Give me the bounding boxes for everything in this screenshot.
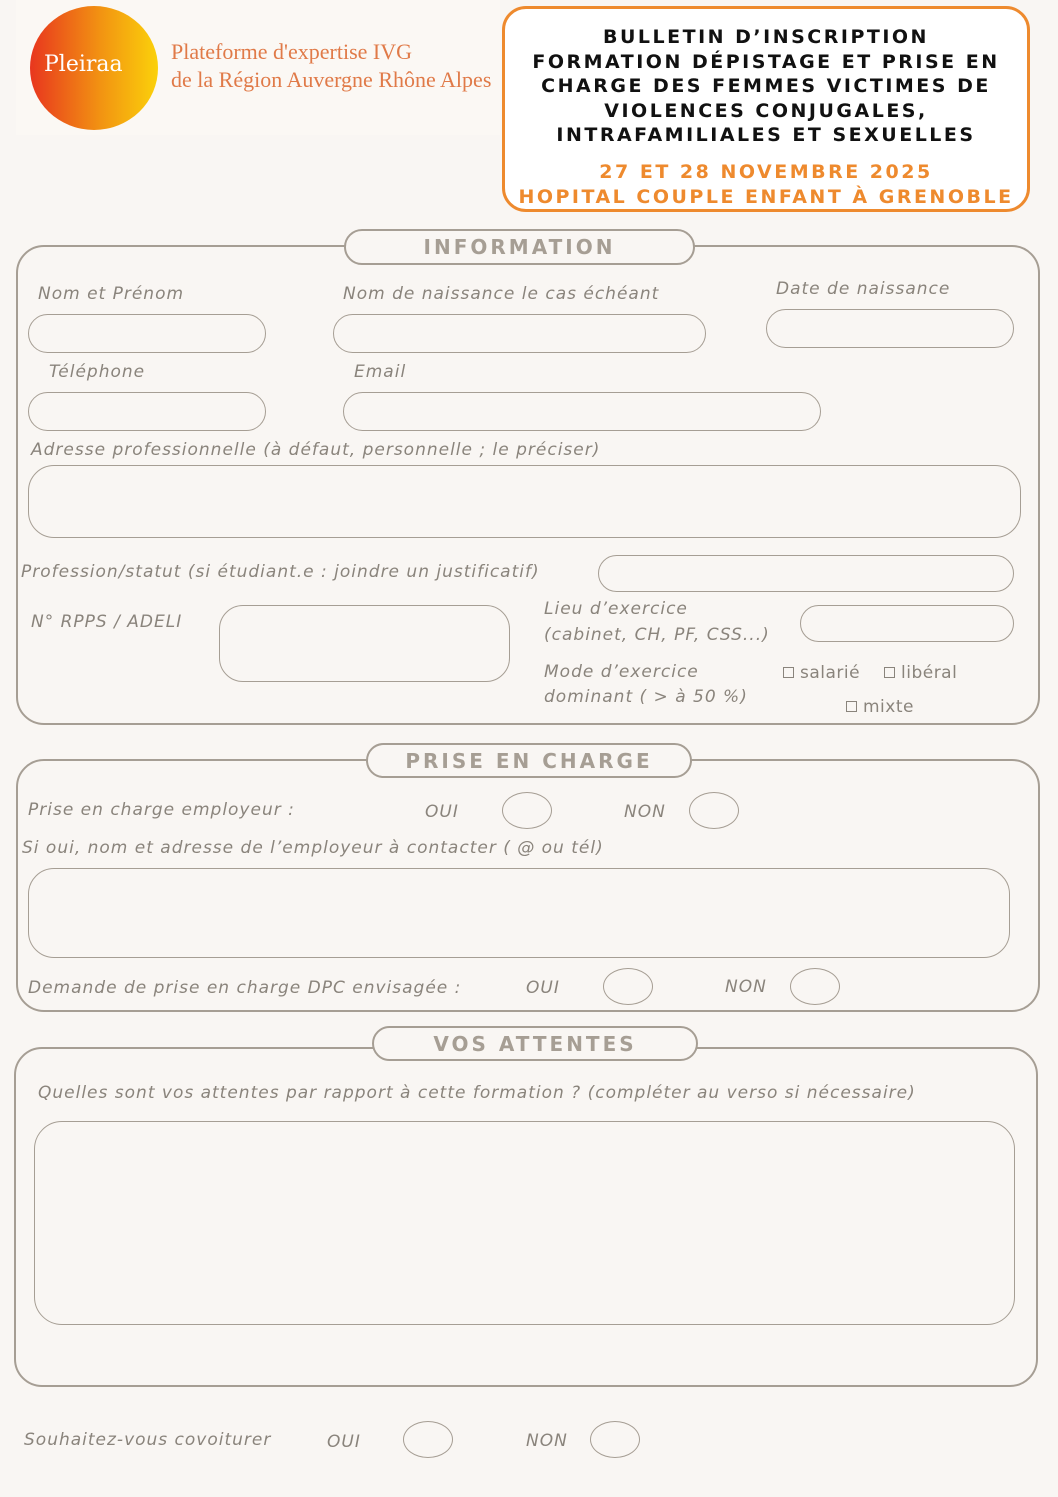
employeur-oui-label: OUI (425, 802, 459, 822)
title-line: FORMATION DÉPISTAGE ET PRISE EN (532, 50, 1000, 73)
checkbox-label: mixte (863, 697, 914, 717)
logo-tagline (171, 38, 491, 94)
adresse-label: Adresse professionnelle (à défaut, personnelle ; le préciser) (31, 440, 601, 460)
attentes-label: Quelles sont vos attentes par rapport à cette formation ? (compléter au verso si nécessaire) (38, 1083, 916, 1103)
dpc-label: Demande de prise en charge DPC envisagée : (28, 978, 462, 998)
email-label: Email (354, 362, 407, 382)
lieu-input[interactable] (800, 605, 1014, 642)
employeur-contact-label: Si oui, nom et adresse de l’employeur à contacter ( @ ou tél) (22, 838, 604, 858)
tagline-line: Plateforme d'expertise IVG (171, 39, 412, 64)
dpc-oui-label: OUI (526, 978, 560, 998)
event-date: 27 ET 28 NOVEMBRE 2025 (599, 160, 933, 183)
profession-label: Profession/statut (si étudiant.e : joindre un justificatif) (21, 562, 540, 582)
covoiturage-non-label: NON (526, 1431, 568, 1451)
logo-sun (30, 6, 158, 130)
prise-en-charge-title: PRISE EN CHARGE (366, 743, 692, 778)
covoiturage-label: Souhaitez-vous covoiturer (24, 1430, 272, 1450)
title-line: INTRAFAMILIALES ET SEXUELLES (556, 124, 976, 146)
checkbox-salarie[interactable] (783, 663, 860, 683)
adresse-input[interactable] (28, 465, 1021, 538)
covoiturage-non-option[interactable] (590, 1421, 640, 1458)
checkbox-label: libéral (901, 663, 958, 683)
lieu-label: Lieu d’exercice (544, 599, 688, 619)
mode-label-hint: dominant ( > à 50 %) (544, 687, 748, 707)
attentes-title: VOS ATTENTES (372, 1026, 698, 1061)
employeur-contact-input[interactable] (28, 868, 1010, 958)
form-header (502, 6, 1030, 212)
rpps-label: N° RPPS / ADELI (31, 612, 183, 632)
title-line: CHARGE DES FEMMES VICTIMES DE (541, 75, 991, 97)
checkbox-label: salarié (800, 663, 861, 683)
nom-naissance-input[interactable] (333, 314, 706, 353)
telephone-label: Téléphone (49, 362, 146, 382)
checkbox-icon (783, 667, 794, 678)
employeur-oui-option[interactable] (502, 792, 552, 829)
date-naissance-label: Date de naissance (776, 279, 951, 299)
checkbox-icon (846, 701, 857, 712)
dpc-non-label: NON (725, 977, 767, 997)
email-input[interactable] (343, 392, 821, 431)
information-title: INFORMATION (344, 229, 695, 265)
employeur-non-label: NON (624, 802, 666, 822)
checkbox-liberal[interactable] (884, 663, 957, 683)
logo-brand: Pleiraa (44, 52, 123, 77)
tagline-line: de la Région Auvergne Rhône Alpes (171, 67, 492, 92)
covoiturage-oui-label: OUI (327, 1432, 361, 1452)
checkbox-icon (884, 667, 895, 678)
employeur-non-option[interactable] (689, 792, 739, 829)
date-naissance-input[interactable] (766, 309, 1014, 348)
dpc-non-option[interactable] (790, 968, 840, 1005)
employeur-label: Prise en charge employeur : (28, 800, 295, 820)
nom-prenom-label: Nom et Prénom (38, 284, 185, 304)
event-location: HOPITAL COUPLE ENFANT À GRENOBLE (518, 185, 1014, 208)
checkbox-mixte[interactable] (846, 697, 914, 717)
dpc-oui-option[interactable] (603, 968, 653, 1005)
attentes-input[interactable] (34, 1121, 1015, 1325)
nom-naissance-label: Nom de naissance le cas échéant (343, 284, 660, 304)
lieu-label-hint: (cabinet, CH, PF, CSS...) (544, 625, 770, 645)
logo-banner (16, 0, 500, 135)
telephone-input[interactable] (28, 392, 266, 431)
title-line: VIOLENCES CONJUGALES, (604, 99, 928, 122)
covoiturage-oui-option[interactable] (403, 1421, 453, 1458)
title-line: BULLETIN D’INSCRIPTION (603, 26, 929, 48)
mode-label: Mode d’exercice (544, 662, 699, 682)
rpps-input[interactable] (219, 605, 510, 682)
profession-input[interactable] (598, 555, 1014, 592)
nom-prenom-input[interactable] (28, 314, 266, 353)
